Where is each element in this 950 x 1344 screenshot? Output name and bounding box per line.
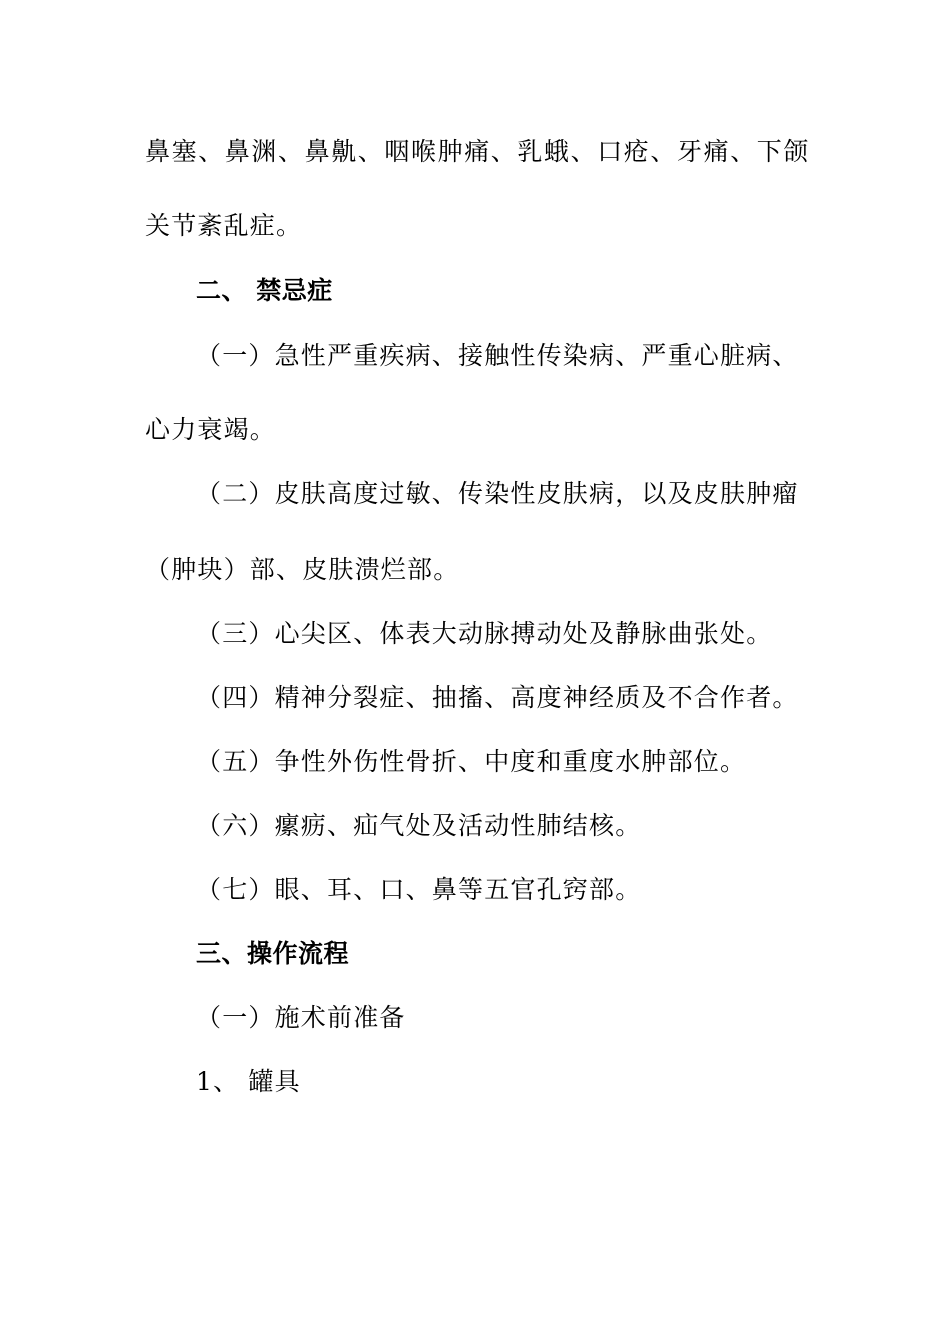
subsection-heading-preparation: （一）施术前准备 <box>196 1003 406 1032</box>
list-item-contraindication-1-continued: 心力衰竭。 <box>145 415 277 444</box>
numbered-item-cups: 1、 罐具 <box>196 1067 301 1096</box>
list-item-contraindication-6: （六）瘰疬、疝气处及活动性肺结核。 <box>196 811 642 840</box>
list-item-contraindication-3: （三）心尖区、体表大动脉搏动处及静脉曲张处。 <box>196 619 773 648</box>
section-heading-contraindications: 二、 禁忌症 <box>196 276 333 305</box>
text-line-indications-end: 关节紊乱症。 <box>145 211 303 240</box>
list-item-contraindication-4: （四）精神分裂症、抽搐、高度神经质及不合作者。 <box>196 683 799 712</box>
list-item-contraindication-7: （七）眼、耳、口、鼻等五官孔窍部。 <box>196 875 642 904</box>
list-item-contraindication-2: （二）皮肤高度过敏、传染性皮肤病，以及皮肤肿瘤 <box>196 479 799 508</box>
section-heading-procedure: 三、操作流程 <box>196 939 350 968</box>
list-item-contraindication-1: （一）急性严重疾病、接触性传染病、严重心脏病、 <box>196 341 799 370</box>
text-line-indications-continued: 鼻塞、鼻渊、鼻鼽、咽喉肿痛、乳蛾、口疮、牙痛、下颌 <box>145 137 811 166</box>
list-item-contraindication-2-continued: （肿块）部、皮肤溃烂部。 <box>145 555 460 584</box>
list-item-contraindication-5: （五）争性外伤性骨折、中度和重度水肿部位。 <box>196 747 747 776</box>
